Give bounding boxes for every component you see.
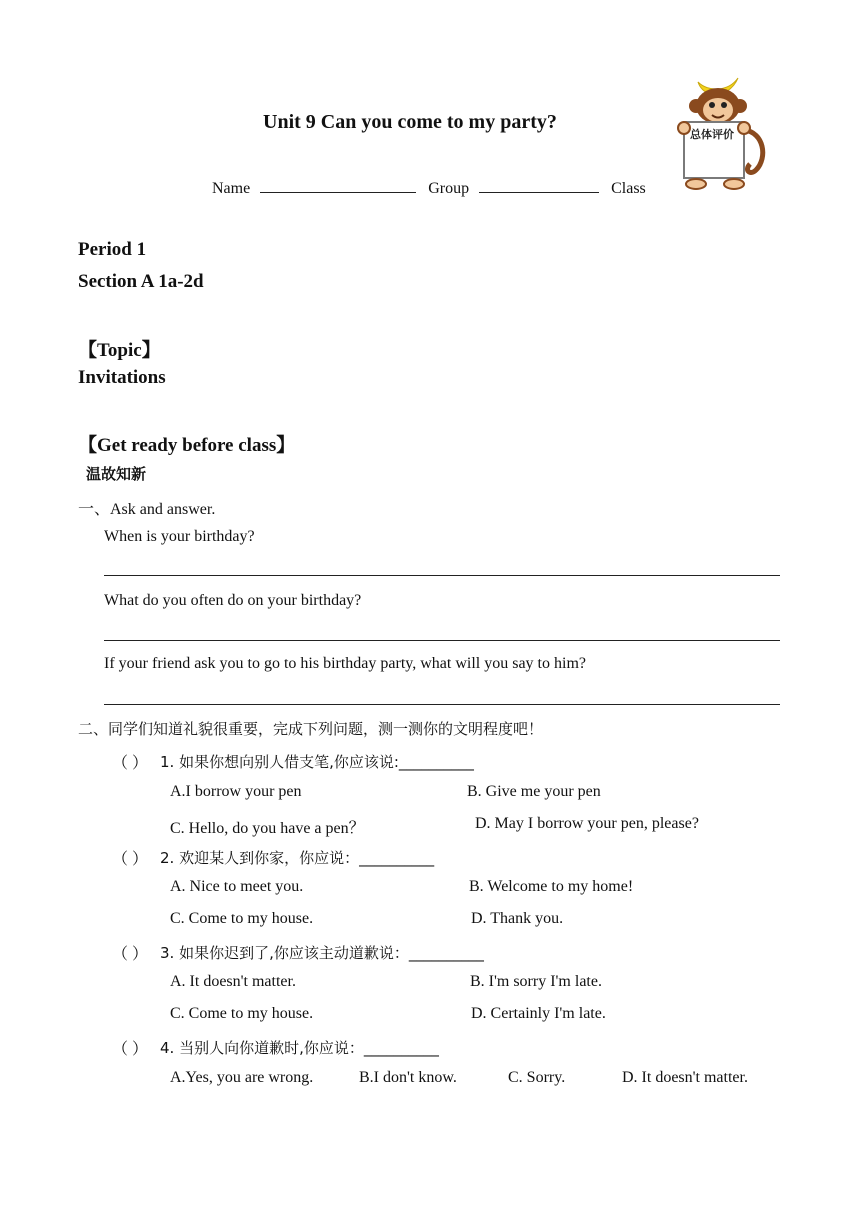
answer-paren[interactable]: （ ） [112,1041,149,1058]
option-d: D. It doesn't matter. [622,1069,748,1086]
part2-label: 二、同学们知道礼貌很重要，完成下列问题，测一测你的文明程度吧！ [78,720,544,738]
answer-paren[interactable]: （ ） [112,946,149,963]
question-stem: 2. 欢迎某人到你家，你应说：__________ [160,849,435,867]
question-1: When is your birthday? [104,528,255,545]
option-a: A.Yes, you are wrong. [170,1069,314,1086]
topic-text: Invitations [78,367,166,388]
option-d: D. Certainly I'm late. [471,1005,606,1022]
answer-line-2[interactable] [104,640,780,641]
question-stem: 3. 如果你迟到了,你应该主动道歉说：__________ [160,944,484,962]
group-field[interactable] [479,178,599,193]
question-2: What do you often do on your birthday? [104,592,362,609]
option-c: C. Come to my house. [170,910,314,927]
option-c: C. Come to my house. [170,1005,314,1022]
review-label: 温故知新 [86,465,147,483]
option-c: C. Hello, do you have a pen？ [170,820,365,837]
option-d: D. Thank you. [471,910,564,927]
option-b: B. I'm sorry I'm late. [470,973,602,990]
name-label: Name [212,180,251,197]
option-d: D. May I borrow your pen, please? [475,815,699,832]
option-a: A.I borrow your pen [170,783,302,800]
student-info-line [212,178,646,198]
option-c: C. Sorry. [508,1069,566,1086]
option-b: B. Welcome to my home! [469,878,634,895]
section-heading: Section A 1a-2d [78,271,204,292]
page-title: Unit 9 Can you come to my party? [263,111,557,133]
option-a: A. It doesn't matter. [170,973,296,990]
answer-line-1[interactable] [104,575,780,576]
topic-heading: 【Topic】 [78,340,161,361]
period-heading: Period 1 [78,239,147,260]
question-stem: 1. 如果你想向别人借支笔,你应该说:__________ [160,753,474,771]
question-stem: 4. 当别人向你道歉时,你应说：__________ [160,1039,439,1057]
class-label: Class [611,180,646,197]
option-a: A. Nice to meet you. [170,878,304,895]
monkey-holding-board-icon [672,70,768,198]
ready-heading: 【Get ready before class】 [78,435,296,456]
answer-line-3[interactable] [104,704,780,705]
group-label: Group [428,180,470,197]
name-field[interactable] [260,178,416,193]
answer-paren[interactable]: （ ） [112,755,149,772]
option-b: B.I don't know. [359,1069,457,1086]
badge-text: 总体评价 [690,128,734,141]
answer-paren[interactable]: （ ） [112,851,149,868]
part1-label: 一、Ask and answer. [78,501,216,518]
option-b: B. Give me your pen [467,783,601,800]
question-3: If your friend ask you to go to his birthday party, what will you say to him? [104,655,586,672]
